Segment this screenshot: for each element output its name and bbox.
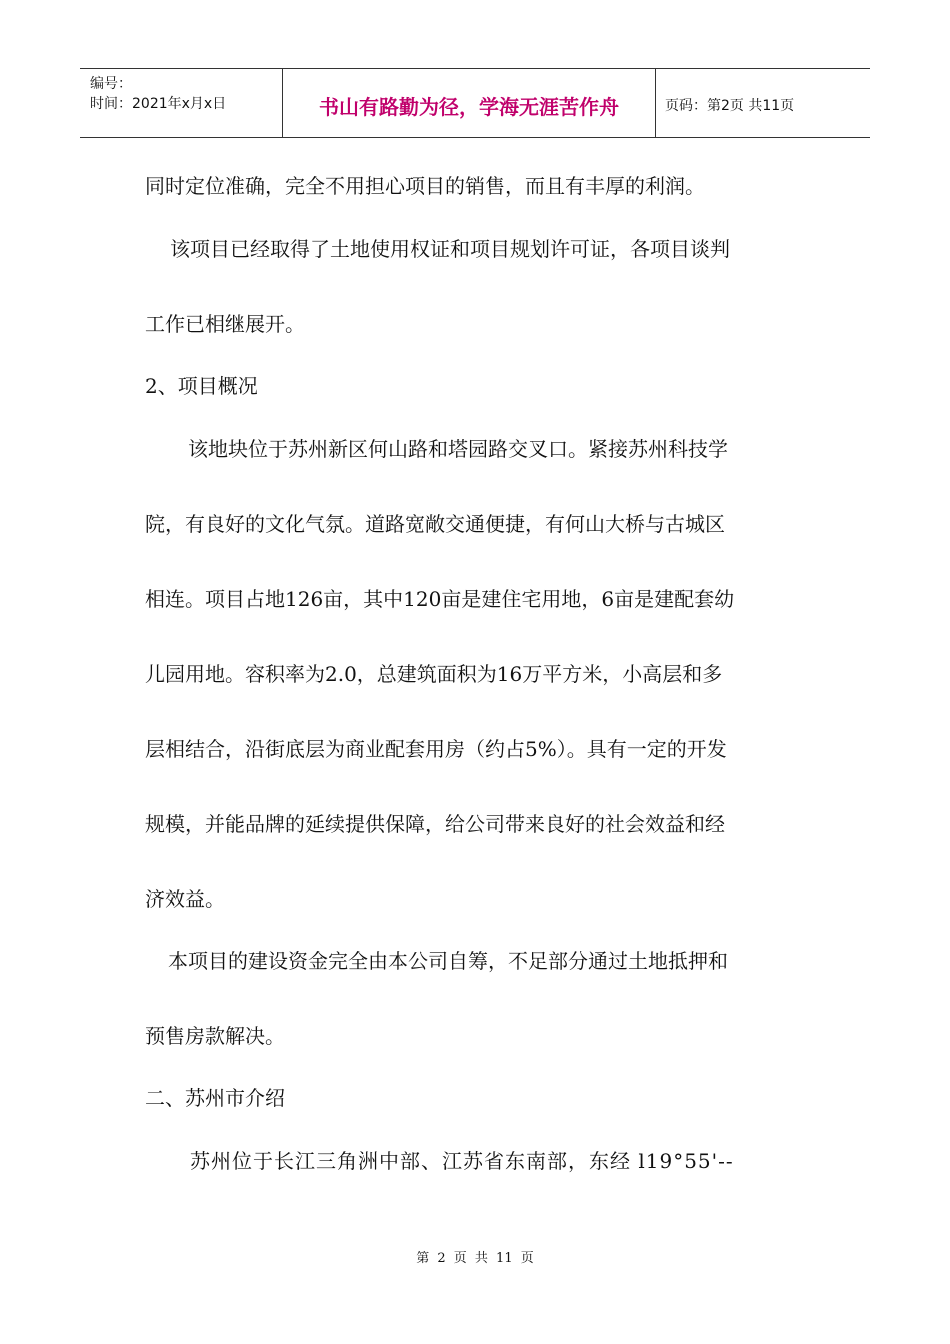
body-line: 相连。项目占地126亩，其中120亩是建住宅用地，6亩是建配套幼	[145, 587, 735, 611]
page-footer: 第 2 页 共 11 页	[416, 1251, 534, 1266]
body-line: 济效益。	[145, 887, 225, 911]
number-label: 编号：	[90, 76, 132, 92]
body-line: 预售房款解决。	[145, 1024, 285, 1048]
header-left-cell	[80, 69, 282, 137]
page-header	[80, 68, 870, 138]
header-motto-cell	[282, 69, 656, 137]
body-line: 儿园用地。容积率为2.0，总建筑面积为16万平方米，小高层和多	[145, 662, 723, 686]
body-line: 本项目的建设资金完全由本公司自筹，不足部分通过土地抵押和	[168, 949, 728, 973]
body-line: 规模，并能品牌的延续提供保障，给公司带来良好的社会效益和经	[145, 812, 725, 836]
time-label: 时间：2021年x月x日	[90, 96, 227, 112]
section-heading: 2、项目概况	[145, 374, 258, 398]
header-right-cell	[655, 69, 870, 137]
body-line: 院，有良好的文化气氛。道路宽敞交通便捷，有何山大桥与古城区	[145, 512, 725, 536]
section-heading: 二、苏州市介绍	[145, 1086, 285, 1110]
body-line: 工作已相继展开。	[145, 312, 305, 336]
body-line: 该地块位于苏州新区何山路和塔园路交叉口。紧接苏州科技学	[188, 437, 728, 461]
page-code: 页码：第2页 共11页	[665, 98, 795, 114]
body-line: 苏州位于长江三角洲中部、江苏省东南部，东经 l19°55'--	[190, 1149, 734, 1173]
body-line: 该项目已经取得了土地使用权证和项目规划许可证，各项目谈判	[170, 237, 730, 261]
body-line: 同时定位准确，完全不用担心项目的销售，而且有丰厚的利润。	[145, 174, 705, 198]
motto: 书山有路勤为径，学海无涯苦作舟	[319, 95, 619, 119]
body-line: 层相结合，沿街底层为商业配套用房（约占5%）。具有一定的开发	[145, 737, 727, 761]
